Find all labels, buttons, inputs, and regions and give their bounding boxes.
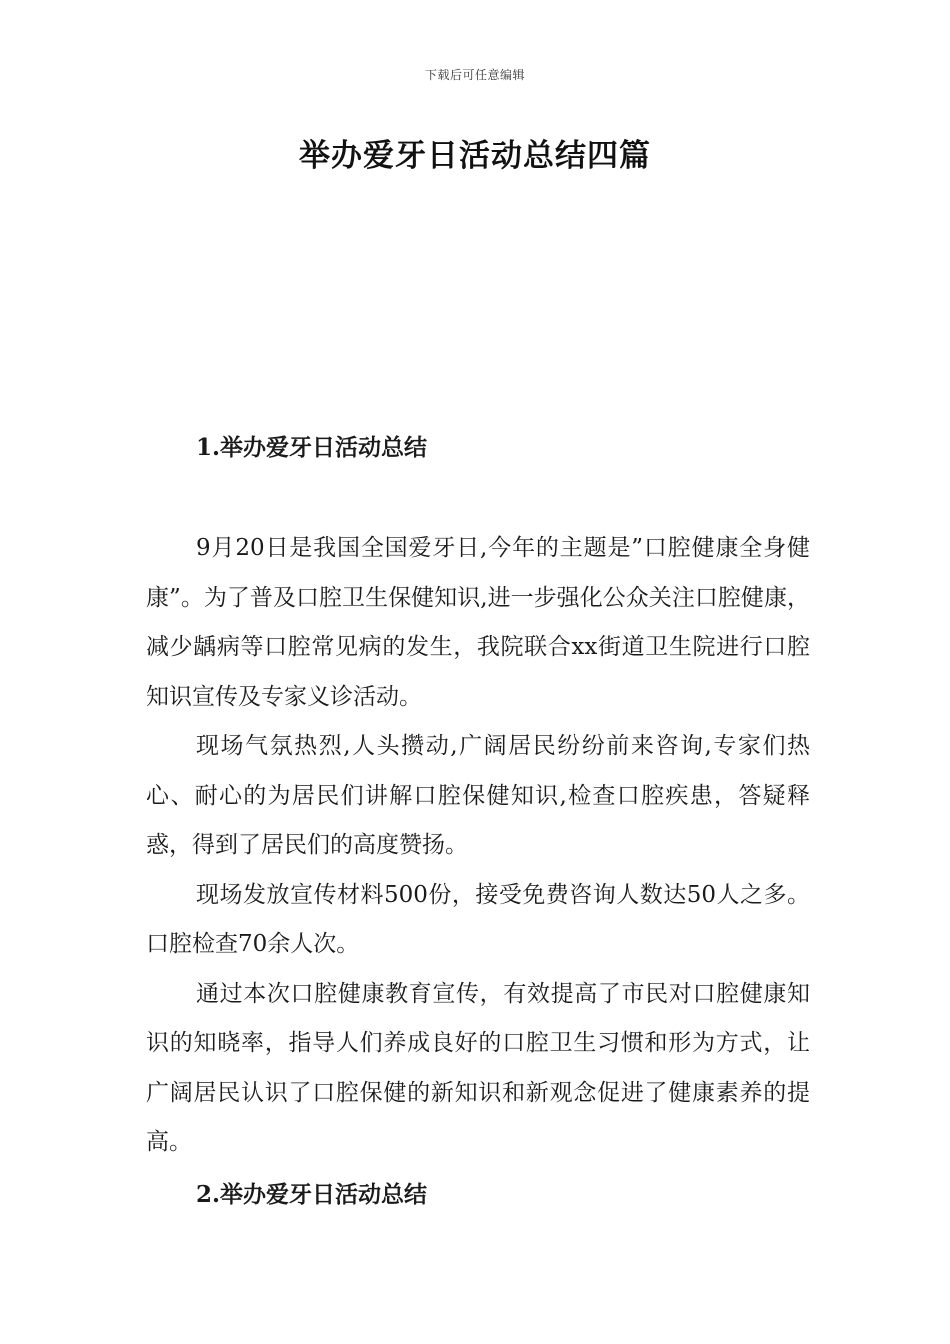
section-heading-2: 2.举办爱牙日活动总结 bbox=[196, 1181, 428, 1208]
section-heading-1: 1.举办爱牙日活动总结 bbox=[196, 434, 428, 461]
paragraph-3: 现场发放宣传材料500份，接受免费咨询人数达50人之多。口腔检查70余人次。 bbox=[146, 881, 810, 957]
paragraph-2: 现场气氛热烈,人头攒动,广阔居民纷纷前来咨询,专家们热心、耐心的为居民们讲解口腔保健知识,检查口腔疾患，答疑释惑，得到了居民们的高度赞扬。 bbox=[146, 733, 810, 858]
section-1-body bbox=[146, 524, 810, 1168]
paragraph-1: 9月20日是我国全国爱牙日,今年的主题是”口腔健康全身健康”。为了普及口腔卫生保健知识,进一步强化公众关注口腔健康，减少龋病等口腔常见病的发生，我院联合xx街道卫生院进行口腔知识宣传及专家义诊活动。 bbox=[146, 535, 810, 710]
document-title: 举办爱牙日活动总结四篇 bbox=[299, 138, 651, 174]
header-note: 下载后可任意编辑 bbox=[424, 68, 525, 82]
paragraph-4: 通过本次口腔健康教育宣传，有效提高了市民对口腔健康知识的知晓率，指导人们养成良好的口腔卫生习惯和形为方式，让广阔居民认识了口腔保健的新知识和新观念促进了健康素养的提高。 bbox=[146, 980, 810, 1155]
